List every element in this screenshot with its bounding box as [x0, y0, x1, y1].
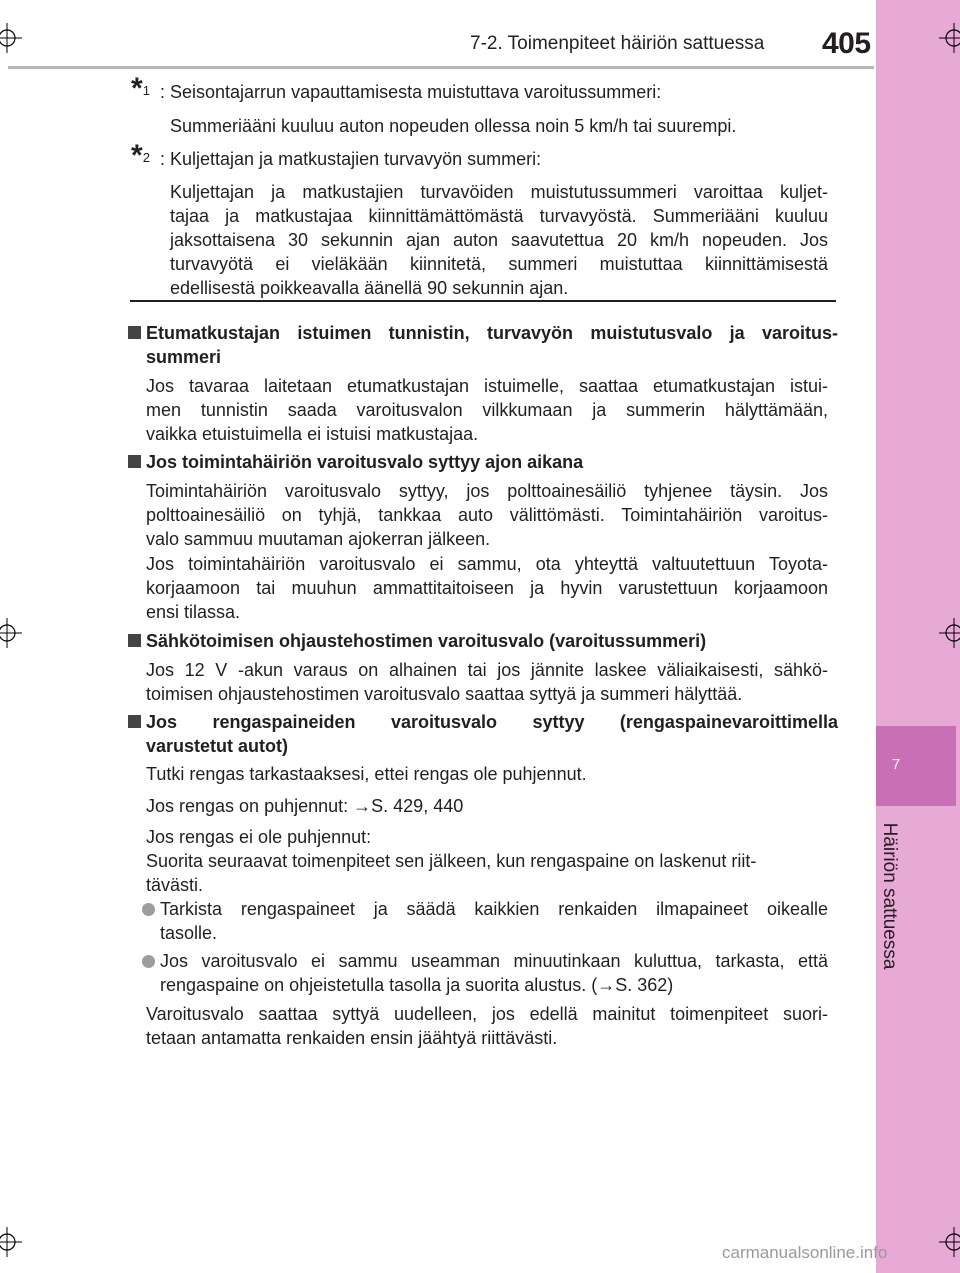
section-bullet-icon	[128, 715, 141, 728]
chapter-title: Häiriön sattuessa	[879, 822, 900, 970]
registration-mark-icon	[0, 1227, 22, 1257]
section-paragraph	[146, 552, 828, 624]
text-line: Jos toimintahäiriön varoitusvalo ei sammu, ota yhteyttä valtuutettuun Toyota-	[146, 554, 828, 574]
bullet-item	[160, 897, 828, 945]
footnote-title: : Seisontajarrun vapauttamisesta muistuttava varoitussummeri:	[160, 82, 662, 102]
section-bullet-icon	[128, 455, 141, 468]
footnote-mark: *$^2$	[131, 139, 150, 172]
text-line: Toimintahäiriön varoitusvalo syttyy, jos polttoainesäiliö tyhjenee täysin. Jos	[146, 481, 828, 501]
heading-line: summeri	[146, 347, 222, 367]
section-paragraph	[146, 1002, 828, 1050]
footnote-body	[170, 180, 828, 300]
text-line: Jos 12 V -akun varaus on alhainen tai jos jännite laskee väliaikaisesti, sähkö-	[146, 660, 828, 680]
section-heading: Jos toimintahäiriön varoitusvalo syttyy ajon aikana	[146, 452, 584, 472]
chapter-number: 7	[891, 756, 901, 773]
registration-mark-icon	[0, 618, 22, 648]
section-heading	[146, 710, 838, 758]
bullet-item	[160, 949, 828, 997]
section-heading: Sähkötoimisen ohjaustehostimen varoitusvalo (varoitussummeri)	[146, 631, 707, 651]
text-line: ensi tilassa.	[146, 602, 241, 622]
text-line: Jos varoitusvalo ei sammu useamman minuutinkaan kuluttua, tarkasta, että	[160, 951, 828, 971]
section-paragraph	[146, 479, 828, 551]
text-line: Jos rengas ei ole puhjennut:	[146, 827, 372, 847]
text-line: Tarkista rengaspaineet ja säädä kaikkien renkaiden ilmapaineet oikealle	[160, 899, 828, 919]
text-line: tajaa ja matkustajaa kiinnittämättömästä turvavyöstä. Summeriääni kuuluu	[170, 206, 828, 226]
section-bullet-icon	[128, 326, 141, 339]
text-line: tetaan antamatta renkaiden ensin jäähtyä riittävästi.	[146, 1028, 558, 1048]
text-line: Kuljettajan ja matkustajien turvavöiden muistutussummeri varoittaa kuljet-	[170, 182, 828, 202]
heading-line: varustetut autot)	[146, 736, 289, 756]
footnote-body-line: Summeriääni kuuluu auton nopeuden ollessa noin 5 km/h tai suurempi.	[170, 116, 737, 136]
section-paragraph	[146, 658, 828, 706]
footnote-title: : Kuljettajan ja matkustajien turvavyön summeri:	[160, 149, 542, 169]
text-line: Varoitusvalo saattaa syttyä uudelleen, jos edellä mainitut toimenpiteet suori-	[146, 1004, 828, 1024]
text-line: polttoainesäiliö on tyhjä, tankkaa auto välittömästi. Toimintahäiriön varoitus-	[146, 505, 828, 525]
header-rule	[8, 66, 874, 69]
page-number: 405	[822, 27, 871, 60]
section-bullet-icon	[128, 634, 141, 647]
text-line: valo sammuu muutaman ajokerran jälkeen.	[146, 529, 491, 549]
registration-mark-icon	[939, 23, 960, 53]
bullet-dot-icon	[142, 955, 155, 968]
text-line: tävästi.	[146, 875, 204, 895]
watermark-text: carmanualsonline.info	[722, 1243, 888, 1262]
text-line: Suorita seuraavat toimenpiteet sen jälkeen, kun rengaspaine on laskenut riit-	[146, 851, 757, 871]
footnote-mark: *$^1$	[131, 72, 150, 105]
text-line: edellisestä poikkeavalla äänellä 90 sekunnin ajan.	[170, 278, 569, 298]
text-line: toimisen ohjaustehostimen varoitusvalo saattaa syttyä ja summeri hälyttää.	[146, 684, 743, 704]
text-line: men tunnistin saada varoitusvalon vilkkumaan ja summerin hälyttämään,	[146, 400, 828, 420]
section-paragraph	[146, 825, 828, 897]
section-paragraph	[146, 374, 828, 446]
text-line: rengaspaine on ohjeistetulla tasolla ja suorita alustus. (→S. 362)	[160, 975, 674, 995]
page-reference: Jos rengas on puhjennut: →S. 429, 440	[146, 796, 464, 816]
heading-line: Jos rengaspaineiden varoitusvalo syttyy (rengaspainevaroittimella	[146, 712, 838, 732]
text-line: Jos tavaraa laitetaan etumatkustajan istuimelle, saattaa etumatkustajan istui-	[146, 376, 828, 396]
text-line: turvavyötä ei vieläkään kiinnitetä, summeri muistuttaa kiinnittämisestä	[170, 254, 828, 274]
registration-mark-icon	[0, 23, 22, 53]
bullet-dot-icon	[142, 903, 155, 916]
text-line: korjaamoon tai muuhun ammattitaitoiseen ja hyvin varustettuun korjaamoon	[146, 578, 828, 598]
footnote-divider	[130, 300, 836, 302]
text-line: vaikka etuistuimella ei istuisi matkustajaa.	[146, 424, 479, 444]
text-line: tasolle.	[160, 923, 218, 943]
heading-line: Etumatkustajan istuimen tunnistin, turvavyön muistutusvalo ja varoitus-	[146, 323, 838, 343]
section-paragraph: Tutki rengas tarkastaaksesi, ettei rengas ole puhjennut.	[146, 764, 587, 784]
text-line: jaksottaisena 30 sekunnin ajan auton saavutettua 20 km/h nopeuden. Jos	[170, 230, 828, 250]
registration-mark-icon	[939, 618, 960, 648]
section-title: 7-2. Toimenpiteet häiriön sattuessa	[470, 33, 765, 54]
registration-mark-icon	[939, 1227, 960, 1257]
section-heading	[146, 321, 838, 369]
